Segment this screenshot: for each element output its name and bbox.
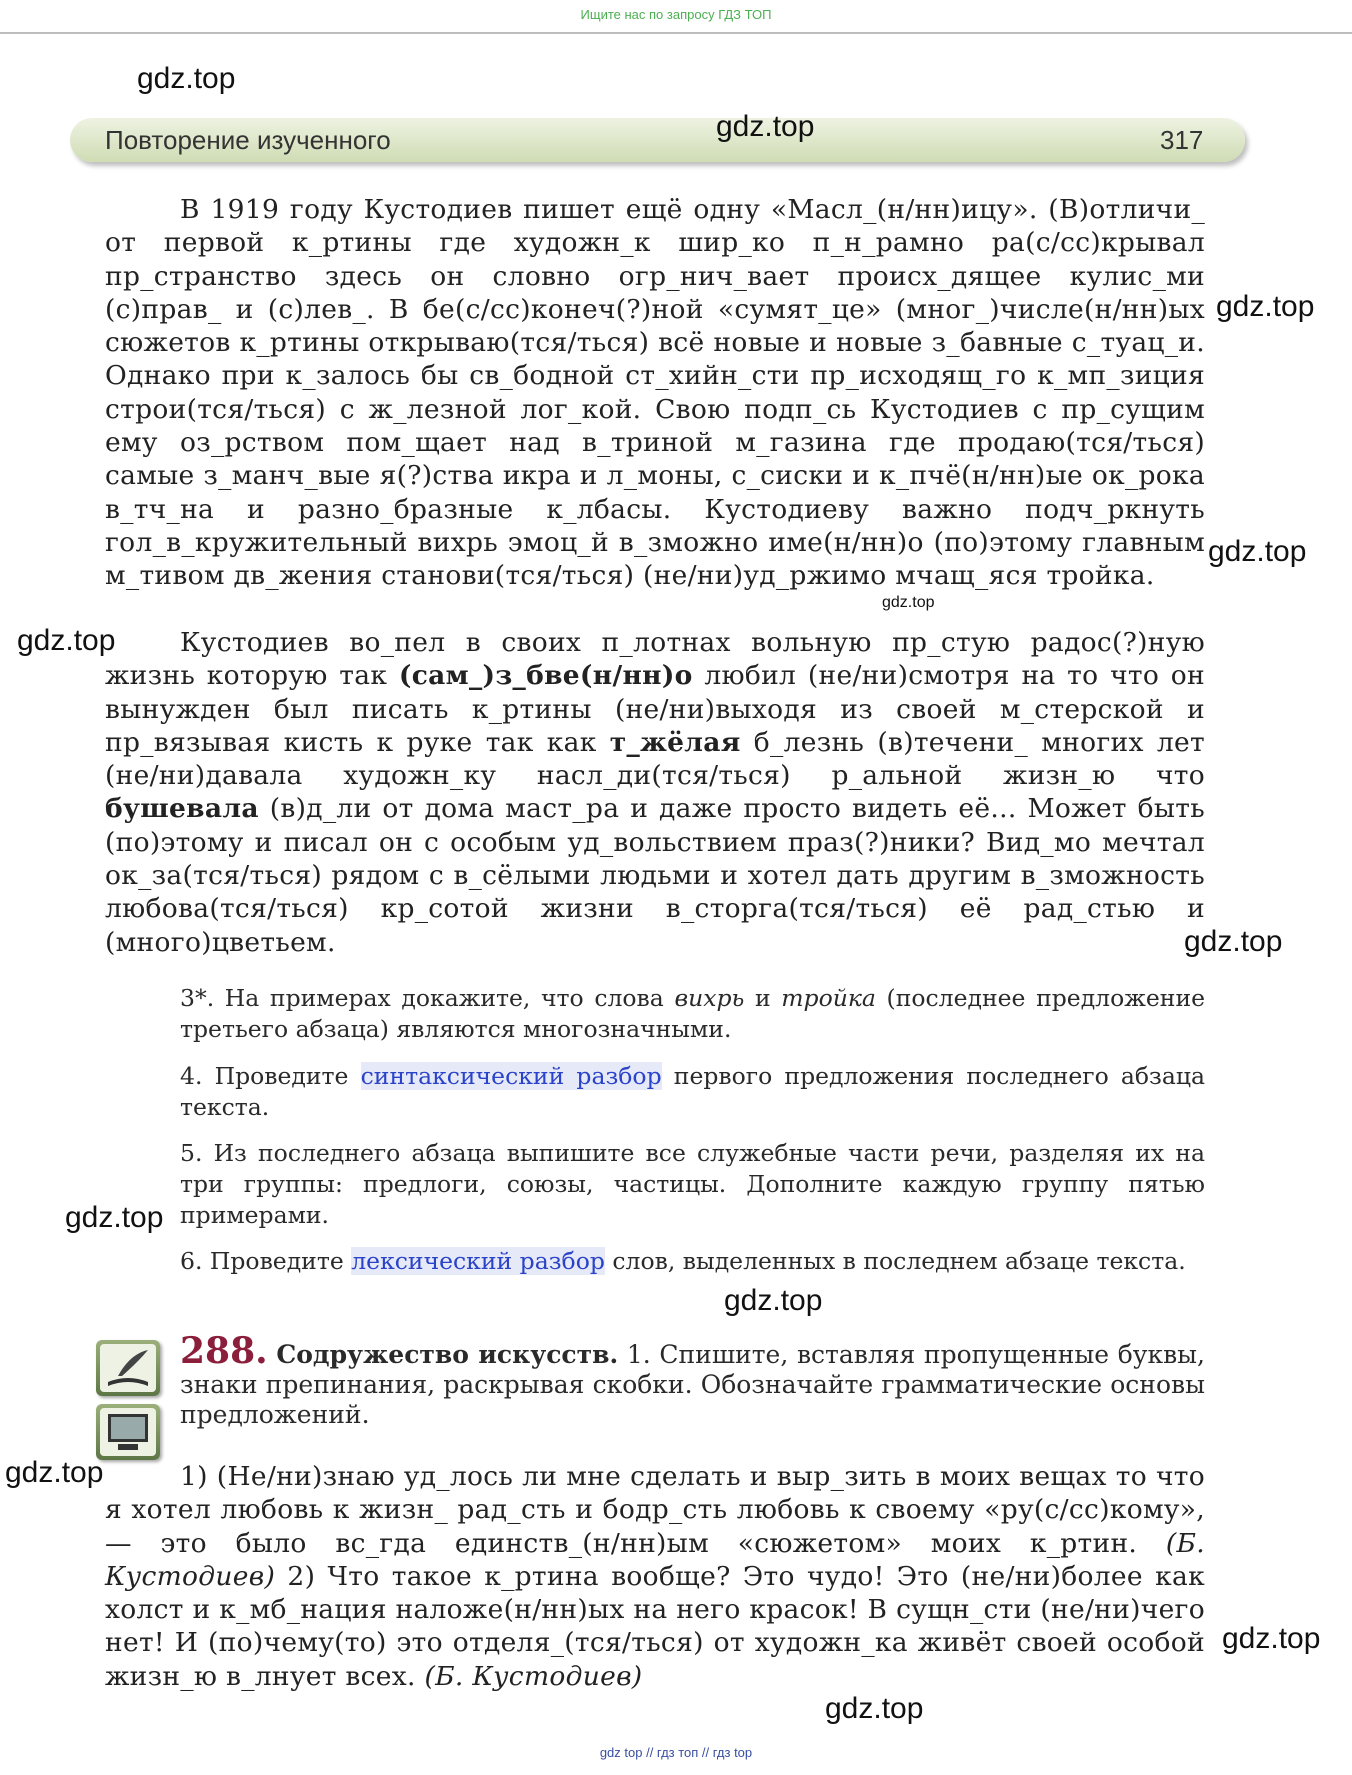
watermark: gdz.top [825,1692,924,1725]
paragraph-2-text: любил (не/ни)смотря на то что он вынужден был писать к_ртины (не/ни)выходя из своей м_стерской и пр_вязывая кисть к руке так как [105,660,1205,758]
task-text: первого предложения последнего абзаца текста. [180,1062,1206,1121]
watermark: gdz.top [1184,925,1283,958]
paragraph-2-text: Кустодиев во_пел в своих п_лотнах вольную пр_стую радос(?)ную жизнь которую так [105,627,1205,692]
task-6 [180,1246,1205,1277]
watermark: gdz.top [716,110,815,143]
task-text: 6. Проведите [180,1247,352,1275]
paragraph-2-text: (в)д_ли от дома маст_ра и даже просто видеть её... Может быть (по)этому и писал он с особым уд_вольствием праз(?)ники? Вид_мо мечтал ок_за(тся/ться) рядом с в_сёлыми людьми и хотел дать другим в_зможность любова(тся/ться) кр_сотой жизни в_сторга(тся/ться) её рад_стью и (много)цветьем. [105,793,1205,958]
monitor-icon [96,1404,160,1460]
exercise-instruction: 1. Спишите, вставляя пропущенные буквы, знаки препинания, раскрывая скобки. Обозначайте грамматические основы предложений. [180,1340,1205,1429]
exercise-sentence-2: 2) Что такое к_ртина вообще? Это чудо! Это (не/ни)более как холст и к_мб_нация наложе(н/нн)ых на него красок! В сущн_сти (не/ни)чего нет! И (по)чему(то) это отделя_(тся/ться) от художн_ка живёт своей особой жизн_ю в_лнует всех. [105,1560,1205,1692]
paragraph-2 [105,626,1205,959]
paragraph-1: В 1919 году Кустодиев пишет ещё одну «Масл_(н/нн)ицу». (В)отличи_ от первой к_ртины где художн_к шир_ко п_н_рамно ра(с/сс)крывал пр_странство здесь он словно огр_нич_вает происх_дящее кулис_ми (с)прав_ и (с)лев_. В бе(с/сс)конеч(?)ной «сумят_це» (мног_)числе(н/нн)ых сюжетов к_ртины открываю(тся/ться) всё новые и новые з_бавные с_туац_и. Однако при к_залось бы св_бодной ст_хийн_сти пр_исходящ_го к_мп_зиция строи(тся/ться) с ж_лезной лог_кой. Свою подп_сь Кустодиев с пр_сущим ему оз_рством пом_щает над в_триной м_газина где продаю(тся/ться) самые з_манч_вые я(?)ства икра и л_моны, с_сиски и к_пчё(н/нн)ые ок_рока в_тч_на и разно_бразные к_лбасы. Кустодиеву важно подч_ркнуть гол_в_кружительный вихрь эмоц_й в_зможно име(н/нн)о (по)этому главным м_тивом дв_жения станови(тся/ться) (не/ни)уд_ржимо мчащ_яся тройка. [105,194,1205,592]
watermark: gdz.top [1208,535,1307,568]
bold-word-3: бушевала [105,793,259,825]
author-citation: (Б. Кустодиев) [105,1527,1205,1592]
search-banner: Ищите нас по запросу ГДЗ ТОП [0,0,1352,34]
task-3 [180,983,1205,1045]
watermark: gdz.top [5,1456,104,1489]
paragraph-2-text: б_лезнь (в)течени_ многих лет (не/ни)давала художн_ку насл_ди(тся/ться) р_альной жизн_ю что [105,726,1205,792]
italic-word: тройка [781,984,876,1012]
watermark: gdz.top [65,1201,164,1234]
section-title: Повторение изученного [105,125,391,155]
task-text: слов, выделенных в последнем абзаце текста. [604,1247,1186,1275]
author-citation: (Б. Кустодиев) [424,1660,643,1692]
watermark: gdz.top [1216,290,1315,323]
watermark: gdz.top [137,62,236,95]
task-text: 3*. На примерах докажите, что слова [180,984,675,1012]
watermark: gdz.top [17,624,116,657]
italic-word: вихрь [674,984,745,1012]
exercise-title: Содружество искусств. [276,1340,619,1369]
quill-book-icon [96,1340,160,1396]
exercise-sentence-1: 1) (Не/ни)знаю уд_лось ли мне сделать и выр_зить в моих вещах то что я хотел любовь к жизн_ рад_сть и бодр_сть любовь к своему «ру(с/сс)кому», — это было вс_гда единств_(н/нн)ым «сюжетом» моих к_ртин. [105,1461,1205,1559]
watermark: gdz.top [1222,1622,1321,1655]
task-text: 4. Проведите [180,1062,361,1090]
task-text: и [744,984,782,1012]
exercise-288-header [180,1330,1205,1430]
watermark: gdz.top [724,1284,823,1317]
exercise-text [105,1460,1205,1693]
page-number: 317 [1160,125,1204,155]
watermark: gdz.top [882,594,935,611]
task-5: 5. Из последнего абзаца выпишите все служебные части речи, разделяя их на три группы: предлоги, союзы, частицы. Дополните каждую группу пятью примерами. [180,1139,1205,1229]
bold-word-2: т_жёлая [609,726,741,758]
syntax-analysis-link[interactable]: синтаксический разбор [360,1062,662,1090]
lexical-analysis-link[interactable]: лексический разбор [351,1247,605,1275]
exercise-number: 288. [180,1330,268,1372]
task-text: (последнее предложение третьего абзаца) являются многозначными. [180,984,1206,1043]
footer-links[interactable]: gdz top // гдз топ // гдз top [599,1745,753,1760]
bold-word-1: (сам_)з_бве(н/нн)о [398,660,693,692]
task-4 [180,1061,1205,1123]
